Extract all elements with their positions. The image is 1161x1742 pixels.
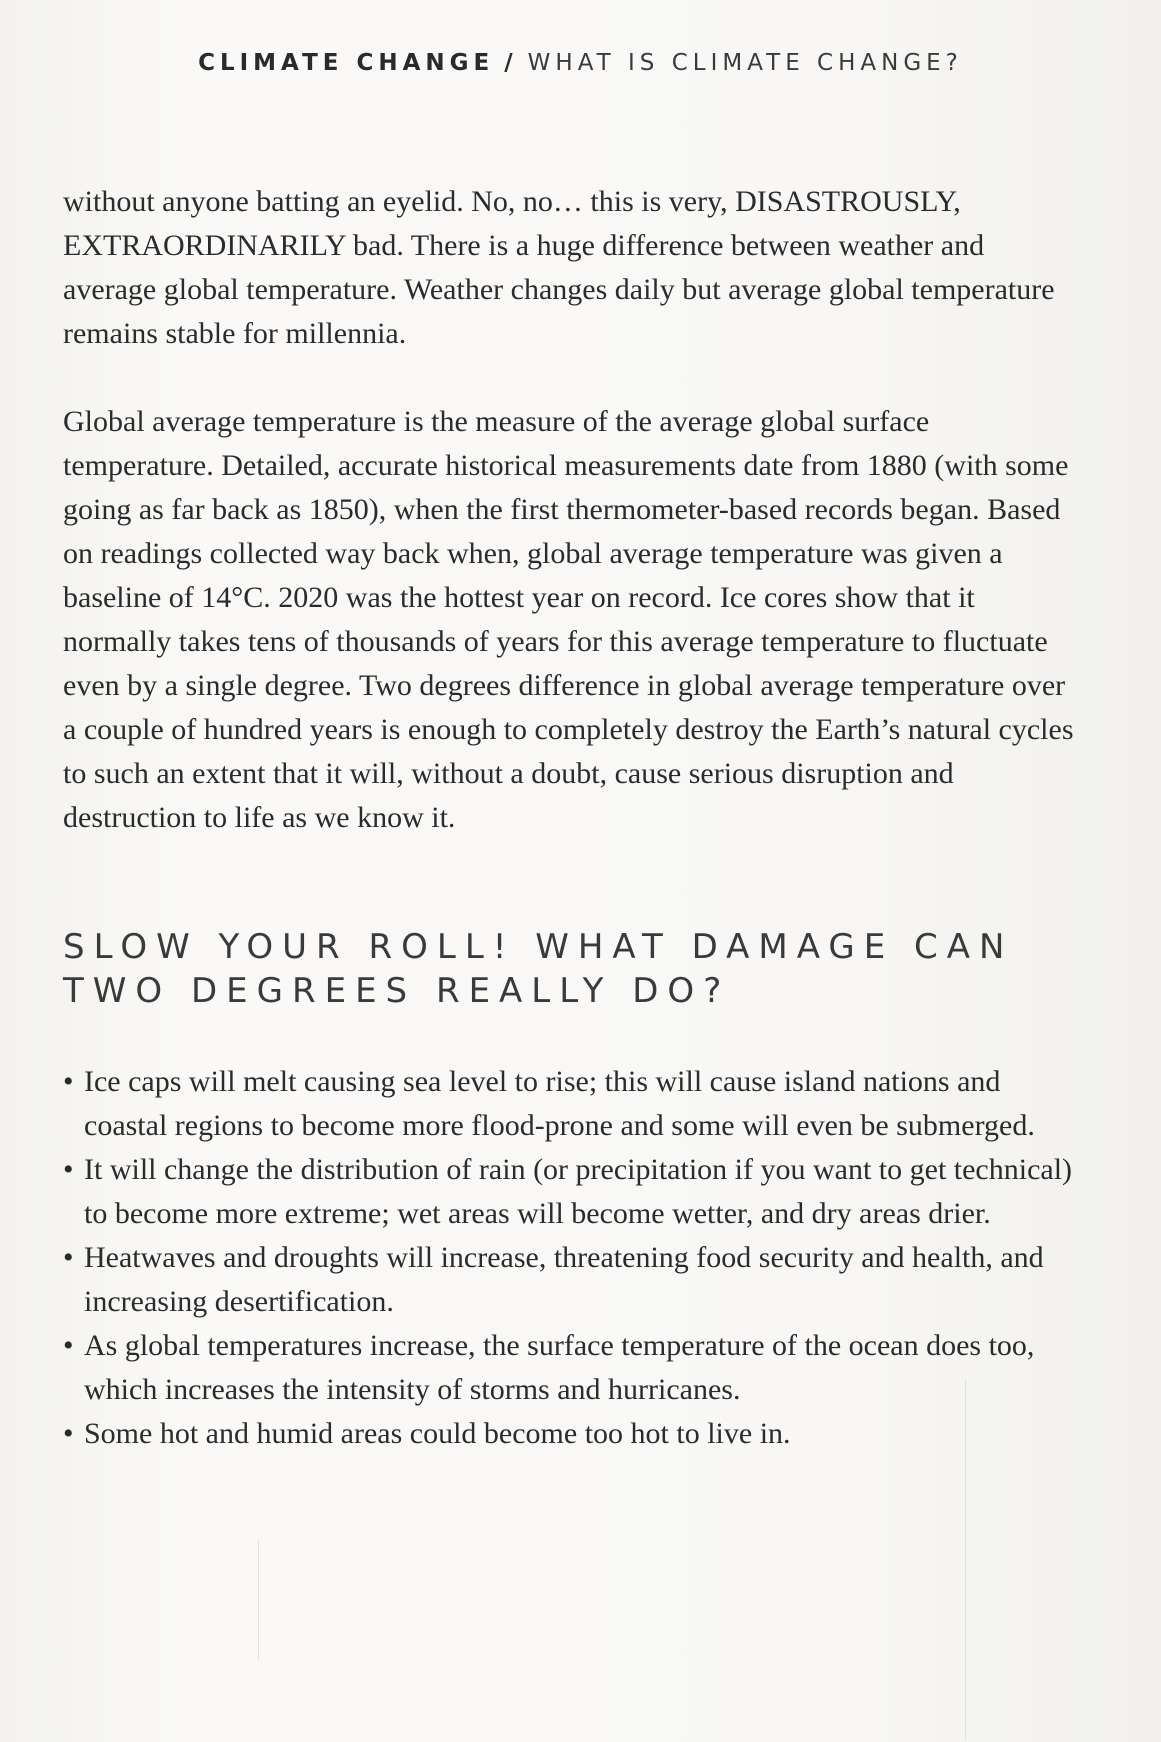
paper-crease [258, 1540, 259, 1660]
body-paragraph: without anyone batting an eyelid. No, no… this is very, DISASTROUSLY, EXTRAORDINARILY bad. There is a huge difference between weather and average global temperature. Weather changes daily but average global temperature remains stable for millennia. [63, 185, 1055, 350]
bullet-marker: • [63, 1241, 74, 1274]
list-item [63, 1412, 1083, 1456]
bullet-marker: • [63, 1153, 74, 1186]
body-paragraph: Global average temperature is the measure of the average global surface temperature. Detailed, accurate historical measurements date from 1880 (with some going as far back as 1850), when the first thermometer-based records began. Based on readings collected way back when, global average temperature was given a baseline of 14°C. 2020 was the hottest year on record. Ice cores show that it normally takes tens of thousands of years for this average temperature to fluctuate even by a single degree. Two degrees difference in global average temperature over a couple of hundred years is enough to completely destroy the Earth’s natural cycles to such an extent that it will, without a doubt, cause serious disruption and destruction to life as we know it. [63, 405, 1074, 834]
list-item [63, 1324, 1083, 1412]
list-item-text: Ice caps will melt causing sea level to rise; this will cause island nations and coastal regions to become more flood-prone and some will even be submerged. [84, 1065, 1035, 1142]
list-item-text: Heatwaves and droughts will increase, threatening food security and health, and increasing desertification. [84, 1241, 1044, 1318]
list-item-text: It will change the distribution of rain (or precipitation if you want to get technical) to become more extreme; wet areas will become wetter, and dry areas drier. [84, 1153, 1073, 1230]
list-item [63, 1060, 1083, 1148]
running-head-section: CLIMATE CHANGE [198, 50, 495, 76]
running-head [0, 50, 1161, 76]
bullet-marker: • [63, 1417, 74, 1450]
bullet-marker: • [63, 1065, 74, 1098]
bullet-marker: • [63, 1329, 74, 1362]
running-head-separator: / [504, 50, 518, 76]
list-item-text: Some hot and humid areas could become too hot to live in. [84, 1417, 791, 1450]
list-item [63, 1148, 1083, 1236]
list-item [63, 1236, 1083, 1324]
bullet-list [63, 1060, 1083, 1456]
section-heading: SLOW YOUR ROLL! WHAT DAMAGE CAN TWO DEGREES REALLY DO? [63, 927, 1014, 1011]
running-head-chapter: WHAT IS CLIMATE CHANGE? [527, 50, 963, 76]
list-item-text: As global temperatures increase, the surface temperature of the ocean does too, which increases the intensity of storms and hurricanes. [84, 1329, 1035, 1406]
